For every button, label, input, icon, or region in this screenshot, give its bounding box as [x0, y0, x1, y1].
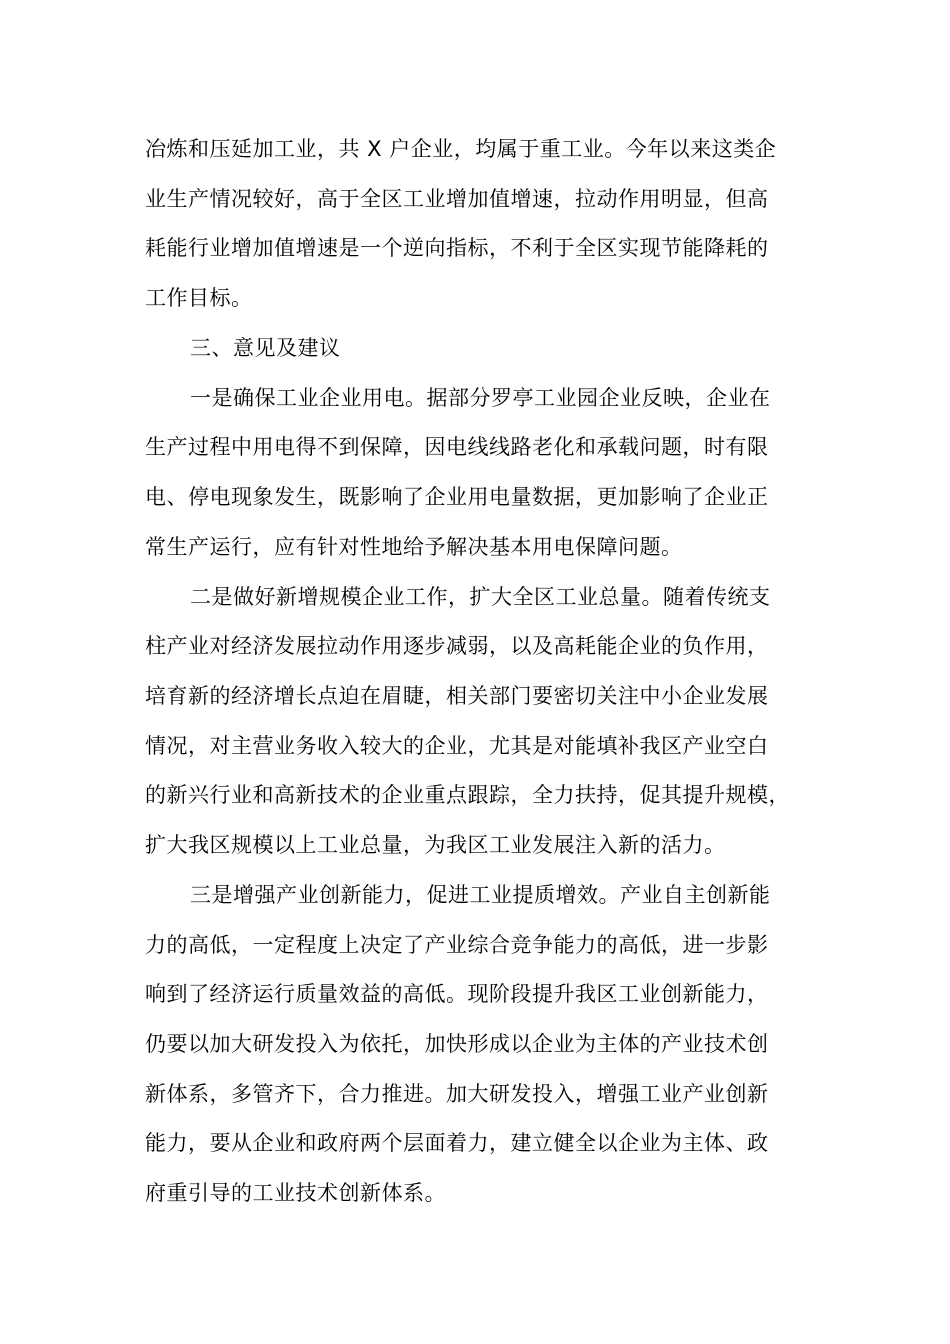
text-line: 耗能行业增加值增速是一个逆向指标，不利于全区实现节能降耗的 — [145, 236, 769, 260]
text-line: 冶炼和压延加工业，共 X 户企业，均属于重工业。今年以来这类企 — [145, 137, 777, 161]
text-line: 三是增强产业创新能力，促进工业提质增效。产业自主创新能 — [190, 883, 771, 907]
text-line: 培育新的经济增长点迫在眉睫，相关部门要密切关注中小企业发展 — [145, 684, 769, 708]
text-line: 柱产业对经济发展拉动作用逐步减弱，以及高耗能企业的负作用， — [145, 634, 769, 658]
text-line: 工作目标。 — [145, 286, 253, 310]
text-line: 常生产运行，应有针对性地给予解决基本用电保障问题。 — [145, 535, 683, 559]
text-line: 响到了经济运行质量效益的高低。现阶段提升我区工业创新能力， — [145, 982, 769, 1006]
section-heading: 三、意见及建议 — [190, 336, 341, 360]
text-line: 仍要以加大研发投入为依托，加快形成以企业为主体的产业技术创 — [145, 1032, 769, 1056]
text-line: 情况，对主营业务收入较大的企业，尤其是对能填补我区产业空白 — [145, 734, 769, 758]
text-line: 二是做好新增规模企业工作，扩大全区工业总量。随着传统支 — [190, 585, 771, 609]
text-line: 生产过程中用电得不到保障，因电线线路老化和承载问题，时有限 — [145, 435, 769, 459]
text-line: 府重引导的工业技术创新体系。 — [145, 1181, 446, 1205]
text-line: 力的高低，一定程度上决定了产业综合竞争能力的高低，进一步影 — [145, 933, 769, 957]
text-line: 能力，要从企业和政府两个层面着力，建立健全以企业为主体、政 — [145, 1131, 769, 1155]
text-line: 一是确保工业企业用电。据部分罗亭工业园企业反映，企业在 — [190, 386, 771, 410]
text-line: 新体系，多管齐下，合力推进。加大研发投入，增强工业产业创新 — [145, 1082, 769, 1106]
text-line: 业生产情况较好，高于全区工业增加值增速，拉动作用明显，但高 — [145, 187, 769, 211]
text-line: 的新兴行业和高新技术的企业重点跟踪，全力扶持，促其提升规模， — [145, 783, 790, 807]
text-line: 扩大我区规模以上工业总量，为我区工业发展注入新的活力。 — [145, 833, 726, 857]
text-line: 电、停电现象发生，既影响了企业用电量数据，更加影响了企业正 — [145, 485, 769, 509]
